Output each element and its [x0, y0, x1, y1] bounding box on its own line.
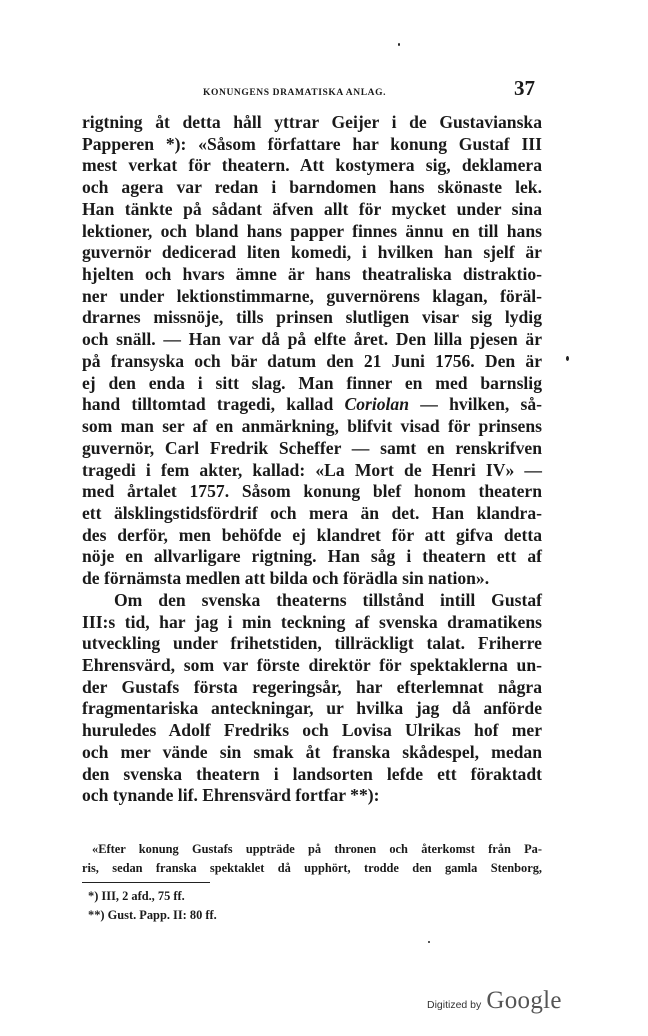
digitized-by-watermark [427, 987, 562, 1015]
body-line-tail: — hvilken, så- [420, 394, 542, 415]
body-line: och tynande lif. Ehrensvärd fortfar **): [82, 785, 380, 806]
body-line: nöje en allvarligare rigtning. Han såg i theatern ett af [82, 546, 542, 567]
body-line: III:s tid, har jag i min teckning af svenska dramatikens [82, 611, 542, 632]
quote-line: ris, sedan franska spektaklet då upphört, trodde den gamla Stenborg, [82, 860, 542, 875]
page-number: 37 [514, 76, 535, 100]
footnote-rule [82, 882, 210, 883]
body-line: fragmentariska anteckningar, ur hvilka jag då anförde [82, 698, 542, 719]
body-line-head: hand tilltomtad tragedi, kallad [82, 394, 334, 415]
body-line: drarnes missnöje, tills prinsen slutligen visar sig lydig [82, 307, 542, 328]
body-line: utveckling under frihetstiden, tillräckligt talat. Friherre [82, 633, 542, 654]
body-line: ett älsklingstidsfördrif och mera än det. Han klandra- [82, 502, 542, 523]
body-line: guvernör, Carl Fredrik Scheffer — samt en renskrifven [82, 437, 542, 458]
body-line: ej den enda i sitt slag. Man finner en med barnslig [82, 372, 542, 393]
body-text [82, 112, 542, 807]
body-line: och agera var redan i barndomen hans skönaste lek. [82, 177, 542, 198]
block-quote [82, 840, 542, 877]
body-line: ner under lektionstimmarne, guvernörens klagan, föräl- [82, 285, 542, 306]
body-line: Ehrensvärd, som var förste direktör för spektaklerna un- [82, 654, 542, 675]
body-line: Papperen *): «Såsom författare har konung Gustaf III [82, 133, 542, 154]
ink-speck [398, 43, 400, 46]
body-line: den svenska theatern i landsorten lefde ett föraktadt [82, 763, 542, 784]
body-line: tragedi i fem akter, kallad: «La Mort de Henri IV» — [82, 459, 542, 480]
body-line: guvernör dedicerad liten komedi, i hvilken han sjelf är [82, 242, 542, 263]
body-line: de förnämsta medlen att bilda och förädla sin nation». [82, 568, 490, 589]
body-line: des derför, men behöfde ej klandret för att gifva detta [82, 524, 542, 545]
body-line: rigtning åt detta håll yttrar Geijer i de Gustavianska [82, 112, 542, 132]
ink-speck [428, 941, 430, 943]
body-line: Om den svenska theaterns tillstånd intill Gustaf [114, 589, 542, 610]
body-line: på fransyska och bär datum den 21 Juni 1756. Den är [82, 350, 542, 371]
body-line: och mer vände sin smak åt franska skådespel, medan [82, 741, 542, 762]
body-line: lektioner, och bland hans papper finnes ännu en till hans [82, 220, 542, 241]
body-line: der Gustafs första regeringsår, har efterlemnat några [82, 676, 542, 697]
body-line: mest verkat för theatern. Att kostymera sig, deklamera [82, 155, 542, 176]
body-line: huruledes Adolf Fredriks och Lovisa Ulrikas hof mer [82, 720, 542, 741]
body-line-with-italic [82, 394, 542, 416]
footnote: **) Gust. Papp. II: 80 ff. [88, 908, 217, 922]
body-line: hjelten och hvars ämne är hans theatraliska distraktio- [82, 264, 542, 285]
body-line: och snäll. — Han var då på elfte året. Den lilla pjesen är [82, 329, 542, 350]
italic-title-coriolan: Coriolan [344, 394, 410, 415]
running-head: KONUNGENS DRAMATISKA ANLAG. [203, 88, 387, 98]
footnotes [88, 887, 217, 925]
body-line: som man ser af en anmärkning, blifvit visad för prinsens [82, 416, 542, 437]
digitized-label: Digitized by [427, 999, 482, 1011]
ink-speck [566, 356, 569, 361]
footnote: *) III, 2 afd., 75 ff. [88, 889, 185, 903]
quote-line: «Efter konung Gustafs uppträde på thronen och återkomst från Pa- [92, 842, 542, 856]
body-line: med årtalet 1757. Såsom konung blef honom theatern [82, 481, 542, 502]
google-logo: Google [486, 987, 562, 1014]
body-line: Han tänkte på sådant äfven allt för mycket under sina [82, 198, 542, 219]
